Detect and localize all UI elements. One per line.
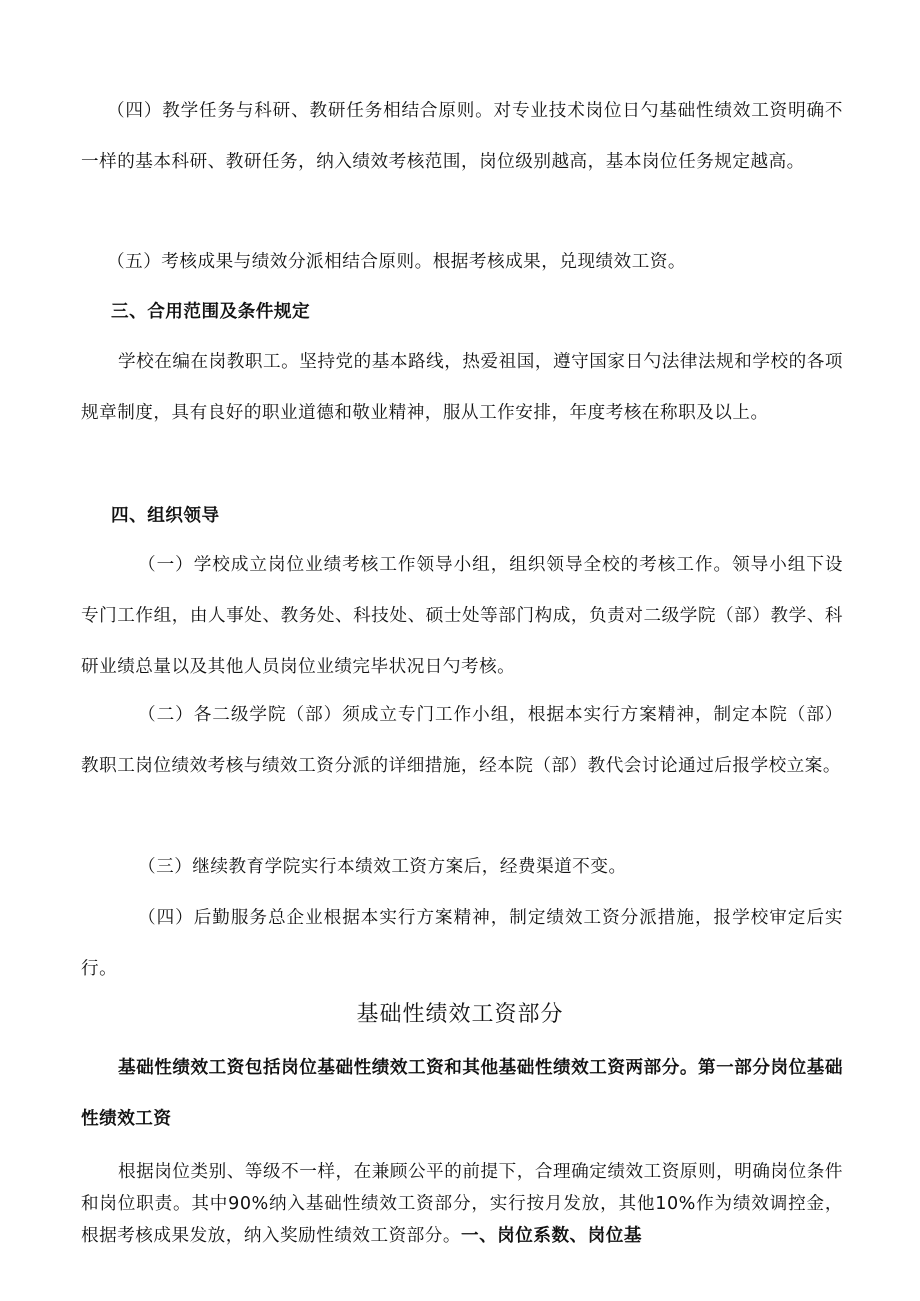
paragraph-principle-4: （四）教学任务与科研、教研任务相结合原则。对专业技术岗位日勺基础性绩效工资明确不一样的基本科研、教研任务，纳入绩效考核范围，岗位级别越高，基本岗位任务规定越高。 <box>81 101 843 172</box>
paragraph-post-basis <box>81 1156 843 1252</box>
section-heading-scope: 三、合用范围及条件规定 <box>111 302 311 322</box>
paragraph-organization-1: （一）学校成立岗位业绩考核工作领导小组，组织领导全校的考核工作。领导小组下设专门工作组，由人事处、教务处、科技处、硕士处等部门构成，负责对二级学院（部）教学、科研业绩总量以及其他人员岗位业绩完毕状况日勺考核。 <box>81 555 843 677</box>
paragraph-intro-bold: 基础性绩效工资包括岗位基础性绩效工资和其他基础性绩效工资两部分。第一部分岗位基础性绩效工资 <box>81 1058 843 1129</box>
paragraph-organization-3: （三）继续教育学院实行本绩效工资方案后，经费渠道不变。 <box>138 857 627 877</box>
paragraph-post-basis-text: 根据岗位类别、等级不一样，在兼顾公平的前提下，合理确定绩效工资原则，明确岗位条件和岗位职责。其中90%纳入基础性绩效工资部分，实行按月发放，其他10%作为绩效调控金，根据考核成果发放，纳入奖励性绩效工资部分。 <box>81 1162 843 1246</box>
paragraph-organization-4: （四）后勤服务总企业根据本实行方案精神，制定绩效工资分派措施，报学校审定后实行。 <box>81 908 843 979</box>
paragraph-post-basis-bold-tail: 一、岗位系数、岗位基 <box>460 1226 642 1246</box>
paragraph-scope: 学校在编在岗教职工。坚持党的基本路线，热爱祖国，遵守国家日勺法律法规和学校的各项规章制度，具有良好的职业道德和敬业精神，服从工作安排，年度考核在称职及以上。 <box>81 352 843 423</box>
paragraph-principle-5: （五）考核成果与绩效分派相结合原则。根据考核成果，兑现绩效工资。 <box>107 252 687 272</box>
section-title-basic-performance-pay: 基础性绩效工资部分 <box>356 1002 564 1027</box>
section-heading-organization: 四、组织领导 <box>111 506 220 526</box>
paragraph-organization-2: （二）各二级学院（部）须成立专门工作小组，根据本实行方案精神，制定本院（部）教职工岗位绩效考核与绩效工资分派的详细措施，经本院（部）教代会讨论通过后报学校立案。 <box>81 705 843 776</box>
